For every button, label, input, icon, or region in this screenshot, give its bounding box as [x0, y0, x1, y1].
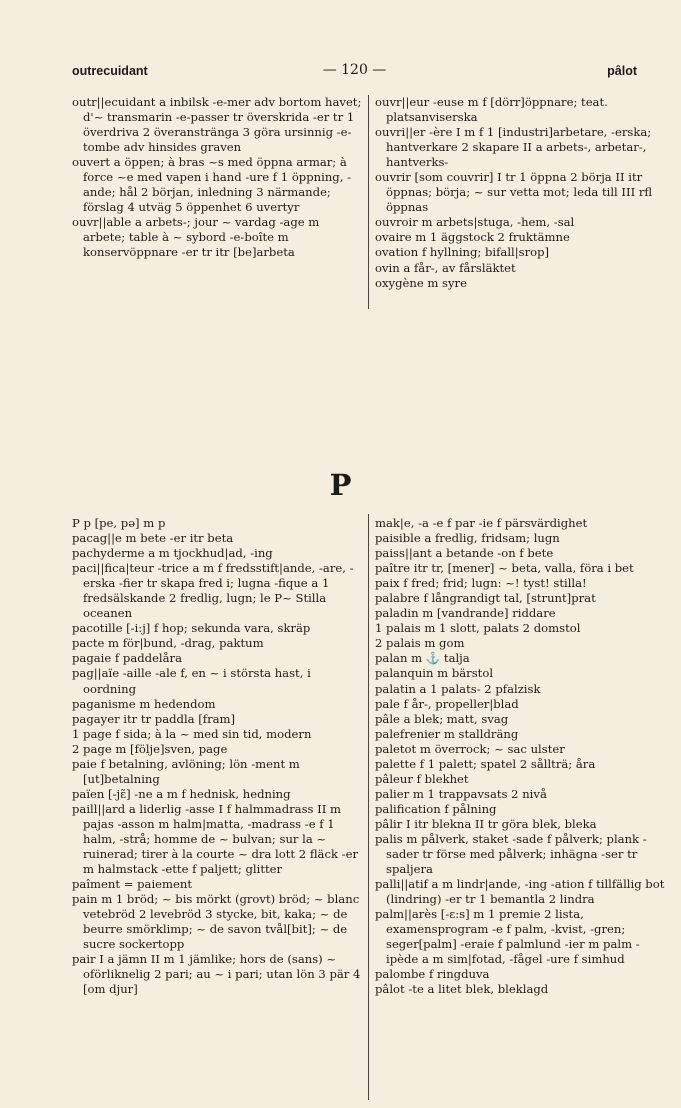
dictionary-entry: ouvr||eur -euse m f [dörr]öppnare; teat. platsanviserska [375, 95, 608, 125]
column-divider-bottom [368, 514, 369, 1100]
dictionary-entry: pair I a jämn II m 1 jämlike; hors de (sans) ~ oförliknelig 2 pari; au ~ i pari; utan lön 3 pär 4 [om djur] [72, 952, 361, 997]
dictionary-entry: pâlir I itr blekna II tr göra blek, bleka [375, 816, 597, 831]
dictionary-entry: paletot m överrock; ~ sac ulster [375, 741, 565, 756]
dictionary-entry: palatin a 1 palats- 2 pfalzisk [375, 681, 541, 696]
dictionary-entry: pain m 1 bröd; ~ bis mörkt (grovt) bröd; ~ blanc vetebröd 2 levebröd 3 stycke, bit, kaka; ~ de beurre smörklimp; ~ de savon tvål[bit]; ~ de sucre sockertopp [72, 892, 360, 952]
dictionary-entry: 1 palais m 1 slott, palats 2 domstol [375, 621, 581, 636]
dictionary-entry: pag||aïe -aille -ale f, en ~ i största hast, i oordning [72, 666, 311, 696]
header-last-entry: pâlot [607, 64, 637, 78]
dictionary-entry: pacag||e m bete -er itr beta [72, 531, 234, 546]
section-letter-heading: P [329, 468, 352, 502]
dictionary-entry: ouvri||er -ère I m f 1 [industri]arbetare, -erska; hantverkare 2 skapare II a arbets-, arbetar-, hantverks- [375, 125, 652, 170]
dictionary-entry: paladin m [vandrande] riddare [375, 606, 556, 621]
dictionary-entry: 1 page f sida; à la ~ med sin tid, modern [72, 726, 312, 741]
dictionary-entry: palm||arès [-ɛ:s] m 1 premie 2 lista, examensprogram -e f palm, -kvist, -gren; seger[palm] -eraie f palmlund -ier m palm -ipède a m sim|fotad, -fågel -ure f simhud [375, 907, 640, 967]
dictionary-entry: 2 palais m gom [375, 636, 465, 651]
entries-bottom-left-column [72, 516, 362, 998]
dictionary-entry: pale f år-, propeller|blad [375, 696, 519, 711]
dictionary-entry: païen [-jɛ̃] -ne a m f hednisk, hedning [72, 786, 291, 801]
dictionary-entry: pacotille [-i:j] f hop; sekunda vara, skräp [72, 621, 311, 636]
dictionary-entry: ovation f hyllning; bifall|srop] [375, 245, 550, 260]
dictionary-entry: palification f pålning [375, 801, 497, 816]
dictionary-entry: paie f betalning, avlöning; lön -ment m [ut]betalning [72, 756, 300, 786]
dictionary-entry: palan m ⚓ talja [375, 651, 470, 666]
dictionary-entry: ouvr||able a arbets-; jour ~ vardag -age m arbete; table à ~ sybord -e-boîte m konservöppnare -er tr itr [be]arbeta [72, 215, 320, 260]
dictionary-entry: paisible a fredlig, fridsam; lugn [375, 531, 560, 546]
dictionary-entry: palabre f långrandigt tal, [strunt]prat [375, 591, 596, 606]
dictionary-entry: oxygène m syre [375, 275, 467, 290]
dictionary-entry: paiss||ant a betande -on f bete [375, 546, 554, 561]
dictionary-entry: ovin a får-, av fårsläktet [375, 260, 516, 275]
dictionary-entry: palombe f ringduva [375, 967, 490, 982]
dictionary-entry: paill||ard a liderlig -asse I f halmmadrass II m pajas -asson m halm|matta, -madrass -e f 1 halm, -strå; homme de ~ bulvan; sur la ~ ruinerad; tirer à la courte ~ dra lott 2 fläck -er m halmstack -ette f paljett; glitter [72, 801, 358, 877]
dictionary-entry: palli||atif a m lindr|ande, -ing -ation f tillfällig bot (lindring) -er tr 1 bemantla 2 lindra [375, 877, 665, 907]
dictionary-entry: 2 page m [följe]sven, page [72, 741, 228, 756]
dictionary-entry: palefrenier m stalldräng [375, 726, 519, 741]
dictionary-entry: paix f fred; frid; lugn: ~! tyst! stilla! [375, 576, 587, 591]
dictionary-entry: pâle a blek; matt, svag [375, 711, 509, 726]
header-first-entry: outrecuidant [72, 64, 148, 78]
dictionary-entry: outr||ecuidant a inbilsk -e-mer adv bortom havet; d'~ transmarin -e-passer tr överskrida -er tr 1 överdriva 2 överanstränga 3 göra ursinnig -e-tombe adv hinsides graven [72, 95, 362, 155]
dictionary-entry: mak|e, -a -e f par -ie f pärsvärdighet [375, 516, 588, 530]
dictionary-entry: palier m 1 trappavsats 2 nivå [375, 786, 547, 801]
dictionary-entry: ouvert a öppen; à bras ~s med öppna armar; à force ~e med vapen i hand -ure f 1 öppning, -ande; hål 2 början, inledning 3 närmande; förslag 4 utväg 5 öppenhet 6 uvertyr [72, 155, 352, 215]
dictionary-entry: paîment = paiement [72, 877, 192, 892]
entries-top-left-column [72, 95, 362, 261]
dictionary-entry: ouvroir m arbets|stuga, -hem, -sal [375, 215, 575, 230]
page-number: — 120 — [322, 62, 387, 78]
dictionary-entry: palette f 1 palett; spatel 2 sållträ; åra [375, 756, 596, 771]
dictionary-entry: paci||fica|teur -trice a m f fredsstift|ande, -are, -erska -fier tr skapa fred i; lugna -fique a 1 fredsälskande 2 fredlig, lugn; le P~ Stilla oceanen [72, 561, 354, 621]
dictionary-entry: pagayer itr tr paddla [fram] [72, 711, 236, 726]
column-divider-top [368, 95, 369, 309]
dictionary-entry: pachyderme a m tjockhud|ad, -ing [72, 546, 273, 561]
dictionary-entry: paganisme m hedendom [72, 696, 216, 711]
dictionary-entry: palanquin m bärstol [375, 666, 494, 681]
entries-top-right-column [375, 95, 665, 291]
dictionary-entry: pagaie f paddelåra [72, 651, 183, 666]
dictionary-entry: P p [pe, pə] m p [72, 516, 166, 530]
dictionary-entry: pâlot -te a litet blek, bleklagd [375, 982, 549, 997]
dictionary-entry: pâleur f blekhet [375, 771, 469, 786]
page-header [72, 62, 637, 82]
entries-bottom-right-column [375, 516, 665, 998]
dictionary-entry: ouvrir [som couvrir] I tr 1 öppna 2 börja II itr öppnas; börja; ~ sur vetta mot; leda till III rfl öppnas [375, 170, 653, 215]
dictionary-entry: pacte m för|bund, -drag, paktum [72, 636, 264, 651]
dictionary-entry: paître itr tr, [mener] ~ beta, valla, föra i bet [375, 561, 634, 576]
dictionary-entry: palis m pålverk, staket -sade f pålverk; plank -sader tr förse med pålverk; inhägna -ser tr spaljera [375, 831, 647, 877]
dictionary-entry: ovaire m 1 äggstock 2 fruktämne [375, 230, 570, 245]
